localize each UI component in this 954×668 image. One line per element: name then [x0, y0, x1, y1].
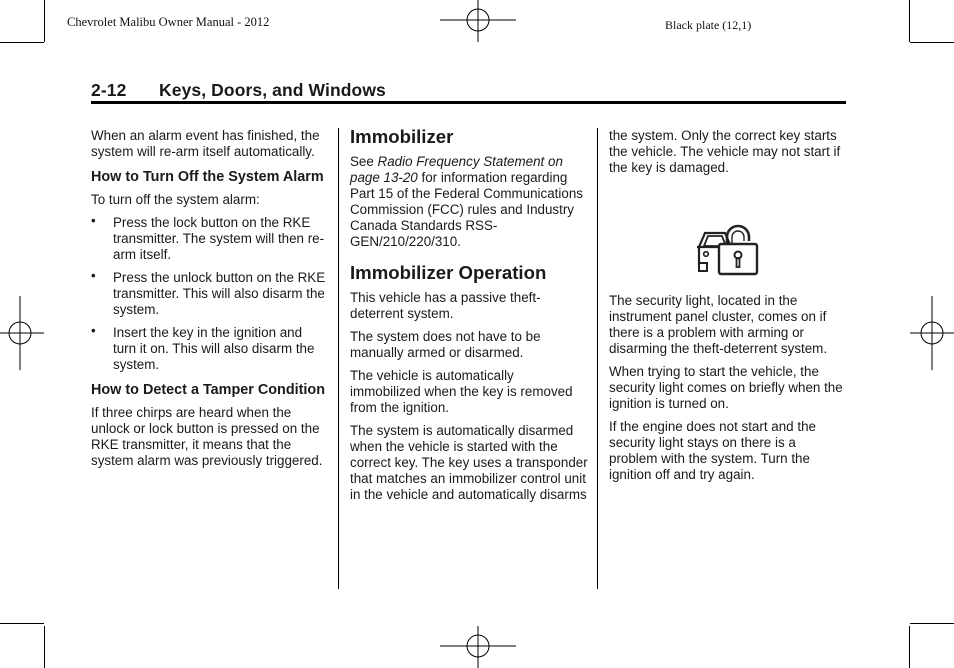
column-1	[91, 128, 327, 476]
section-heading	[91, 80, 846, 101]
registration-mark-right	[910, 296, 954, 370]
fcc-reference: See Radio Frequency Statement on page 13-20 for information regarding Part 15 of the Federal Communications Commission (FCC) rules and Industry Canada Standards RSS-GEN/210/220/310.	[350, 154, 583, 249]
section-number: 2-12	[91, 80, 127, 100]
registration-mark-left	[0, 296, 44, 370]
section-title: Keys, Doors, and Windows	[159, 80, 386, 100]
paragraph: The system does not have to be manually armed or disarmed.	[350, 329, 541, 360]
continued-text: the system. Only the correct key starts the vehicle. The vehicle may not start if the key is damaged.	[609, 128, 841, 175]
turn-off-lead: To turn off the system alarm:	[91, 192, 260, 207]
paragraph: The vehicle is automatically immobilized when the key is removed from the ignition.	[350, 368, 573, 415]
registration-mark-bottom	[440, 626, 516, 668]
turn-off-heading: How to Turn Off the System Alarm	[91, 169, 324, 185]
cross-reference-link[interactable]: Radio Frequency Statement on page 13-20	[350, 154, 563, 185]
print-header-left: Chevrolet Malibu Owner Manual - 2012	[67, 15, 270, 29]
column-3	[609, 128, 847, 490]
column-divider-2	[597, 128, 598, 589]
paragraph: This vehicle has a passive theft-deterrent system.	[350, 290, 541, 321]
list-item: • Press the unlock button on the RKE transmitter. This will also disarm the system.	[91, 268, 326, 317]
registration-mark-top	[440, 0, 516, 42]
column-2	[350, 126, 588, 510]
alarm-rearm-text: When an alarm event has finished, the system will re-arm itself automatically.	[91, 128, 320, 159]
immobilizer-operation-heading: Immobilizer Operation	[350, 262, 547, 283]
tamper-text: If three chirps are heard when the unlock or lock button is pressed on the RKE transmitter, it means that the system alarm was previously triggered.	[91, 405, 323, 468]
print-header-right: Black plate (12,1)	[665, 18, 752, 32]
immobilizer-heading: Immobilizer	[350, 126, 454, 147]
paragraph: When trying to start the vehicle, the security light comes on briefly when the ignition is turned on.	[609, 364, 843, 411]
heading-rule	[91, 101, 846, 104]
turn-off-steps	[91, 215, 327, 373]
list-item: • Press the lock button on the RKE transmitter. The system will then re-arm itself.	[91, 213, 325, 262]
list-item: • Insert the key in the ignition and turn it on. This will also disarm the system.	[91, 323, 315, 372]
tamper-heading: How to Detect a Tamper Condition	[91, 382, 325, 398]
security-light-icon	[609, 183, 847, 293]
paragraph: If the engine does not start and the security light stays on there is a problem with the system. Turn the ignition off and try again.	[609, 419, 816, 482]
column-divider-1	[338, 128, 339, 589]
paragraph: The system is automatically disarmed when the vehicle is started with the correct key. The key uses a transponder that matches an immobilizer control unit in the vehicle and automatically disarms	[350, 423, 588, 502]
paragraph: The security light, located in the instrument panel cluster, comes on if there is a problem with arming or disarming the theft-deterrent system.	[609, 293, 828, 356]
